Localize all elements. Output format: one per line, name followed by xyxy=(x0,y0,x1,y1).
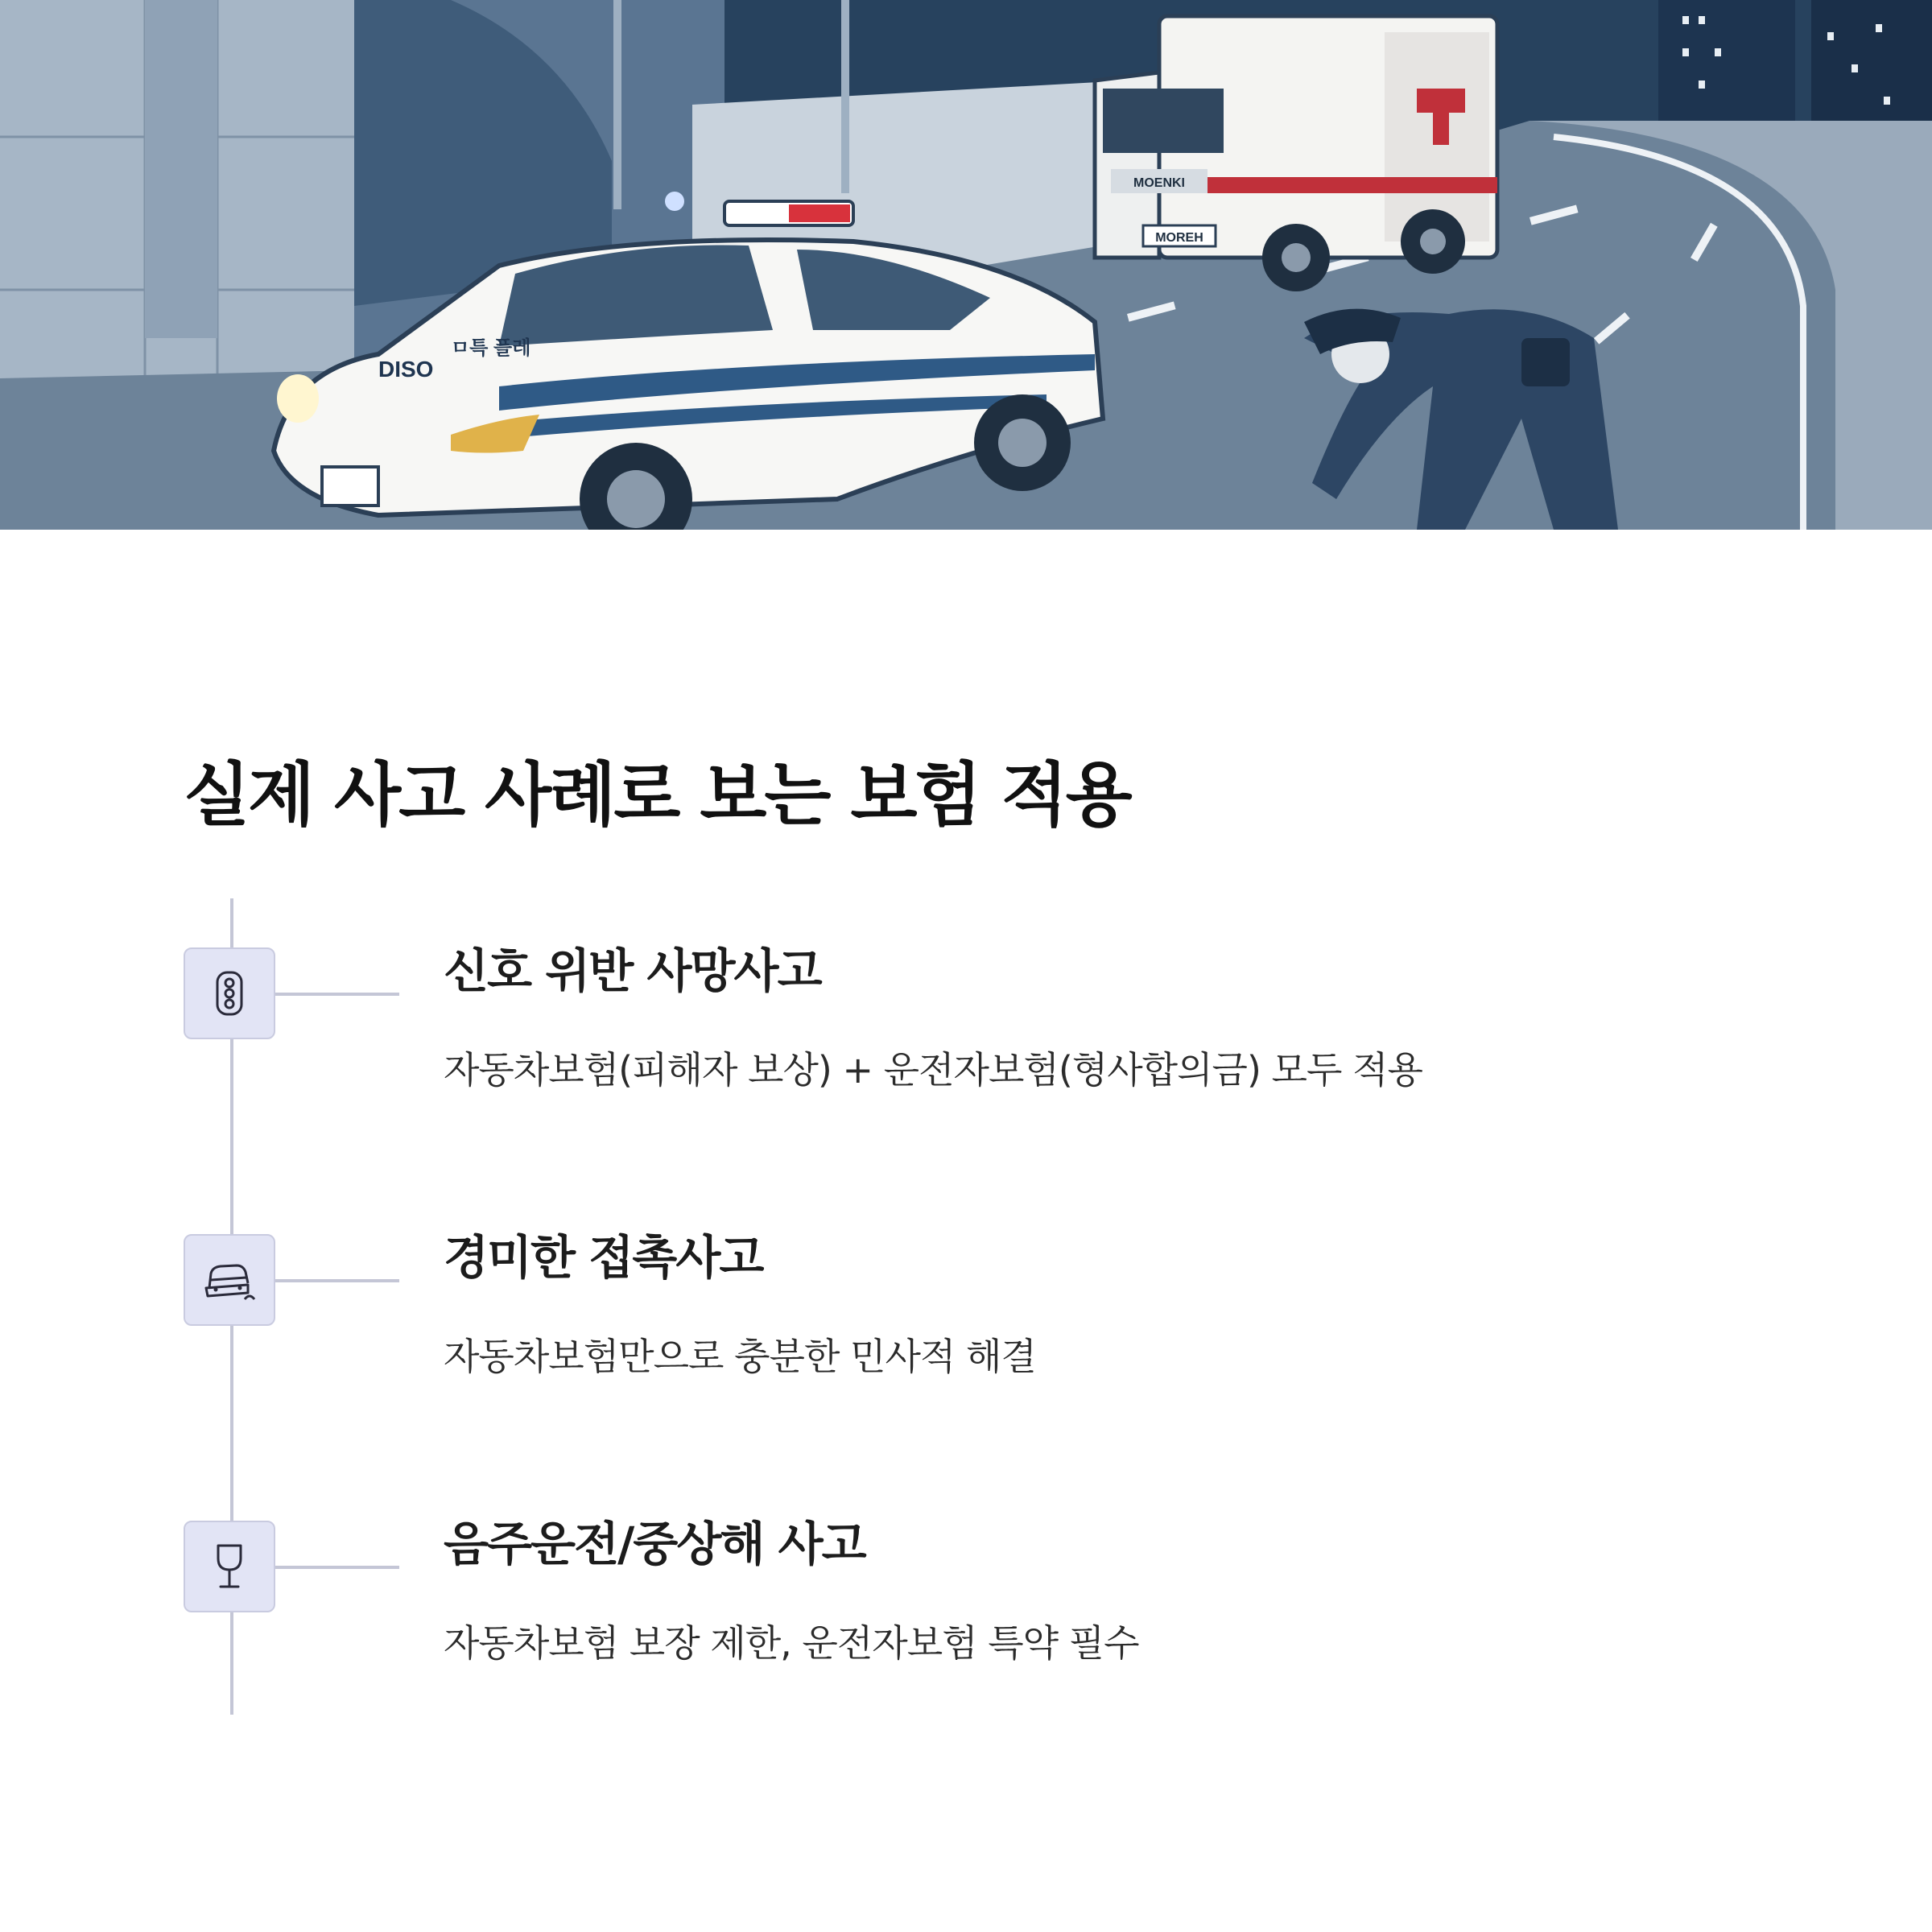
svg-text:ㅁ특 플레: ㅁ특 플레 xyxy=(451,337,531,359)
case-item-signal-violation xyxy=(0,943,1932,1108)
building xyxy=(1658,0,1795,121)
case-description: 자동차보험만으로 충분한 민사적 해결 xyxy=(444,1335,1036,1378)
timeline-connector xyxy=(275,1279,399,1282)
svg-text:MOREH: MOREH xyxy=(1155,231,1203,245)
case-description: 자동차보험 보장 제한, 운전자보험 특약 필수 xyxy=(444,1621,1139,1665)
case-description: 자동차보험(피해자 보상) + 운전자보험(형사합의금) 모두 적용 xyxy=(444,1048,1422,1092)
hero-illustration xyxy=(0,0,1932,530)
timeline-connector xyxy=(275,1566,399,1569)
case-item-minor-collision xyxy=(0,1230,1932,1395)
case-title: 음주운전/중상해 사고 xyxy=(444,1517,865,1571)
traffic-light-icon xyxy=(205,969,254,1018)
case-title: 경미한 접촉사고 xyxy=(444,1230,763,1285)
car-accident-icon xyxy=(201,1256,258,1304)
wine-glass-icon xyxy=(205,1541,254,1592)
timeline-connector xyxy=(275,993,399,996)
accident-scene-illustration xyxy=(0,0,1932,530)
pillar xyxy=(145,0,217,338)
icon-box xyxy=(184,1521,275,1612)
icon-box xyxy=(184,947,275,1039)
svg-text:DISO: DISO xyxy=(378,357,434,382)
section-title: 실제 사고 사례로 보는 보험 적용 xyxy=(184,755,1130,836)
case-item-drunk-driving xyxy=(0,1517,1932,1682)
svg-text:MOENKI: MOENKI xyxy=(1133,176,1185,190)
icon-box xyxy=(184,1234,275,1326)
case-title: 신호 위반 사망사고 xyxy=(444,943,821,998)
